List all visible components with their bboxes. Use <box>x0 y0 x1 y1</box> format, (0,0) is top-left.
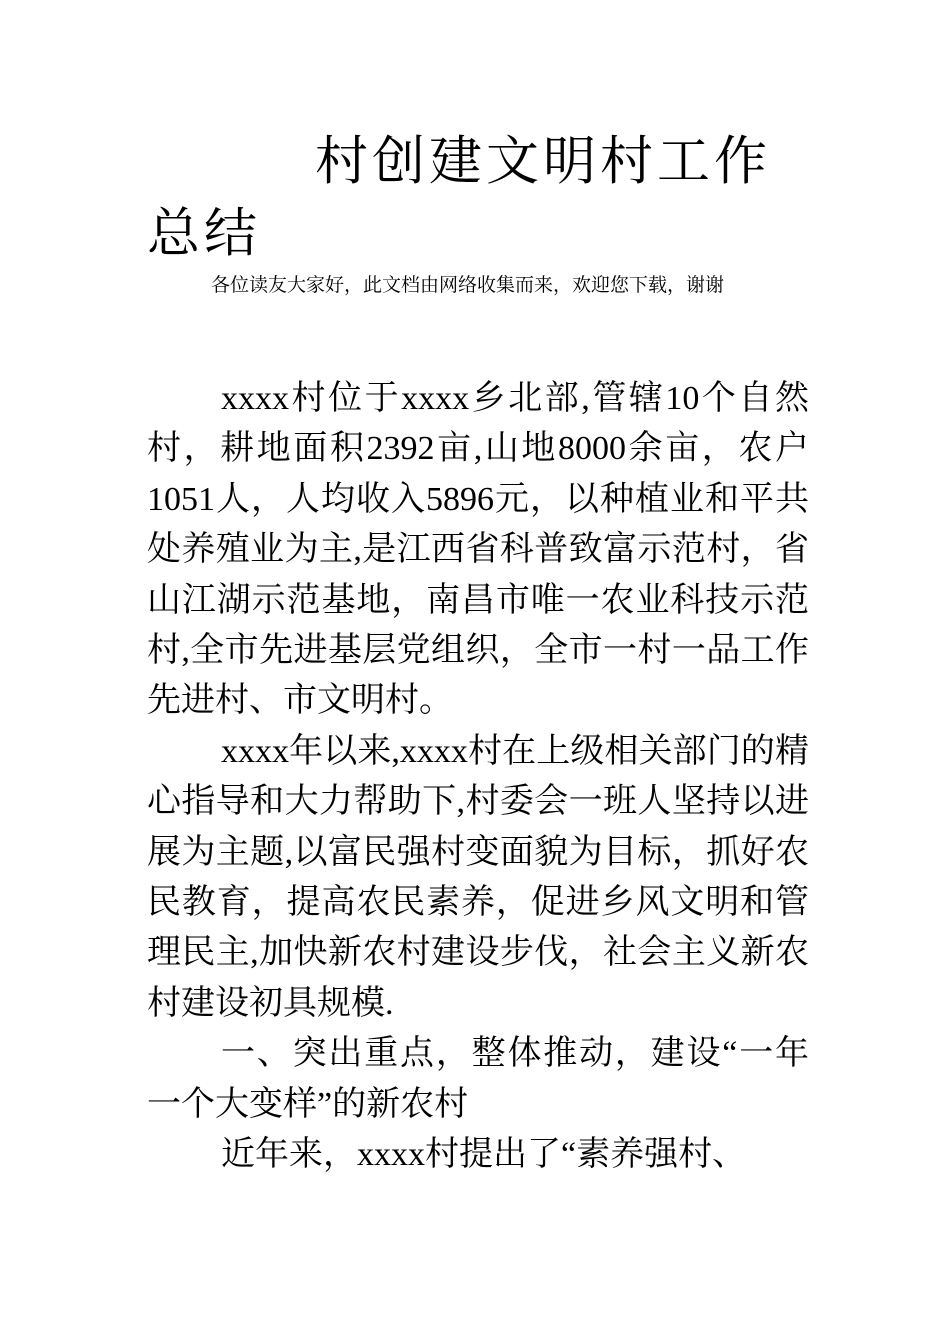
paragraph-recent-years: 近年来，xxxx村提出了“素养强村、 <box>221 1136 747 1174</box>
paragraph-progress: xxxx年以来,xxxx村在上级相关部门的精心指导和大力帮助下,村委会一班人坚持以进展为主题,以富民强村变面貌为目标，抓好农民教育，提高农民素养，促进乡风文明和管理民主,加快新农村建设步伐，社会主义新农村建设初具规模. <box>147 732 809 1022</box>
document-body <box>147 374 809 1181</box>
download-note: 各位读友大家好，此文档由网络收集而来，欢迎您下载，谢谢 <box>211 274 725 296</box>
document-title: 村创建文明村工作总结 <box>147 131 771 264</box>
paragraph-village-intro: xxxx村位于xxxx乡北部,管辖10个自然村，耕地面积2392亩,山地8000余亩，农户1051人，人均收入5896元，以种植业和平共处养殖业为主,是江西省科普致富示范村，省山江湖示范基地，南昌市唯一农业科技示范村,全市先进基层党组织，全市一村一品工作先进村、市文明村。 <box>147 380 809 720</box>
section-heading-one: 一、突出重点，整体推动，建设“一年一个大变样”的新农村 <box>147 1035 809 1123</box>
